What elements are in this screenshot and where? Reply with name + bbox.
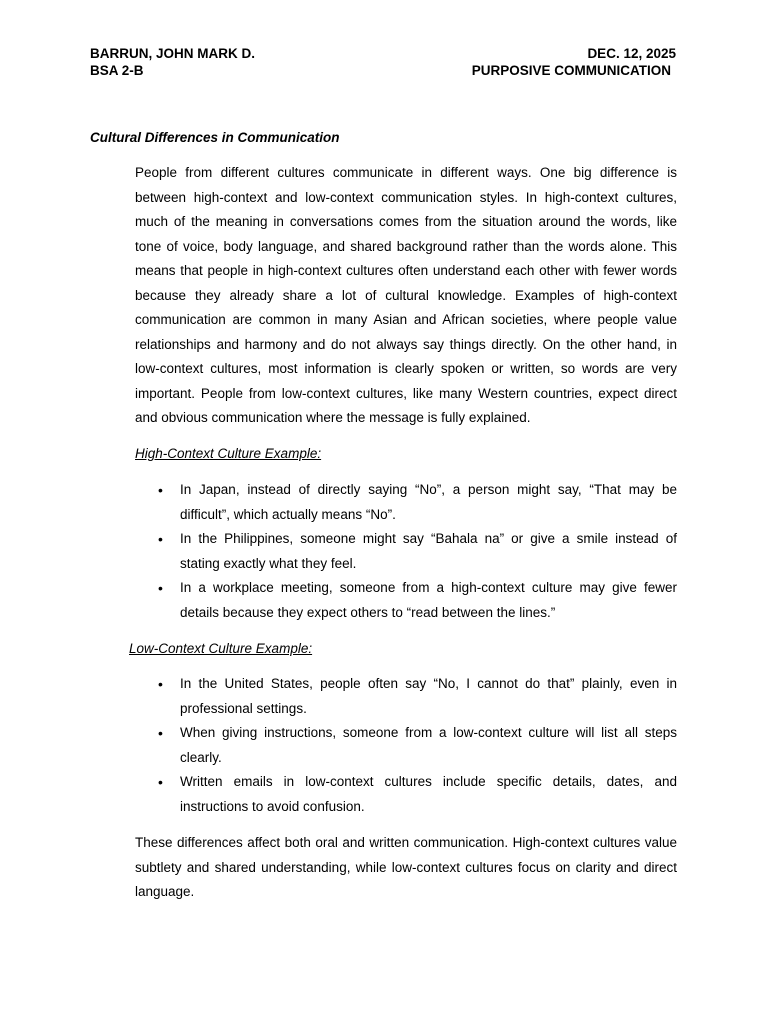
- list-item: • In Japan, instead of directly saying “No”, a person might say, “That may be difficult”, which actually means “No”.: [180, 478, 677, 527]
- list-item: • Written emails in low-context cultures include specific details, dates, and instructions to avoid confusion.: [180, 770, 677, 819]
- intro-paragraph: People from different cultures communicate in different ways. One big difference is between high-context and low-context communication styles. In high-context cultures, much of the meaning in conversations comes from the situation around the words, like tone of voice, body language, and shared background rather than the words alone. This means that people in high-context cultures often understand each other with fewer words because they already share a lot of cultural knowledge. Examples of high-context communication are common in many Asian and African societies, where people value relationships and harmony and do not always say things directly. On the other hand, in low-context cultures, most information is clearly spoken or written, so words are very important. People from low-context cultures, like many Western countries, expect direct and obvious communication where the message is fully explained.: [135, 165, 677, 425]
- list-item: • In a workplace meeting, someone from a high-context culture may give fewer details because they expect others to “read between the lines.”: [180, 576, 677, 625]
- list-item: • When giving instructions, someone from a low-context culture will list all steps clearly.: [180, 721, 677, 770]
- closing-paragraph: These differences affect both oral and written communication. High-context cultures value subtlety and shared understanding, while low-context cultures focus on clarity and direct language.: [135, 835, 677, 899]
- low-context-list: [180, 672, 677, 819]
- low-context-heading: Low-Context Culture Example:: [129, 641, 313, 656]
- course-name: PURPOSIVE COMMUNICATION: [471, 63, 671, 78]
- student-section: BSA 2-B: [90, 63, 144, 78]
- high-context-list: [180, 478, 677, 625]
- list-item: • In the United States, people often say “No, I cannot do that” plainly, even in professional settings.: [180, 672, 677, 721]
- high-context-heading: High-Context Culture Example:: [135, 446, 322, 461]
- document-date: DEC. 12, 2025: [587, 46, 676, 61]
- header-row-1: [90, 45, 676, 62]
- document-header: [90, 45, 676, 79]
- list-item: • In the Philippines, someone might say “Bahala na” or give a smile instead of stating exactly what they feel.: [180, 527, 677, 576]
- document-title: Cultural Differences in Communication: [90, 130, 340, 145]
- header-row-2: [90, 62, 676, 79]
- student-name: BARRUN, JOHN MARK D.: [90, 46, 255, 61]
